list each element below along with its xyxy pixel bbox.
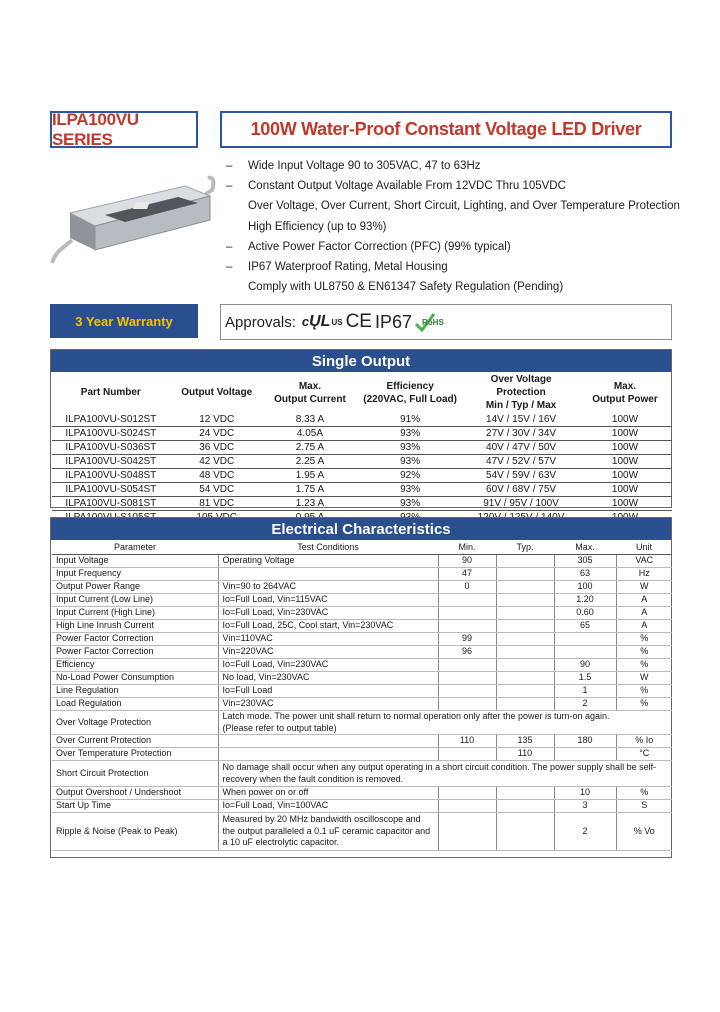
table-cell: 36 VDC [170, 441, 264, 455]
col-max: Max. [554, 540, 616, 555]
electrical-title: Electrical Characteristics [51, 518, 671, 540]
table-cell: 100W [578, 469, 672, 483]
table-row: Power Factor Correction Vin=220VAC 96 % [52, 646, 672, 659]
table-row: Input Voltage Operating Voltage 90 305 VAC [52, 555, 672, 568]
table-row [52, 413, 672, 427]
table-header-row [52, 372, 672, 413]
feature-item: Comply with UL8750 & EN61347 Safety Regulation (Pending) [248, 281, 564, 294]
table-cell: 1.23 A [264, 497, 356, 511]
feature-item: High Efficiency (up to 93%) [248, 220, 387, 233]
col-output-voltage: Output Voltage [181, 387, 253, 398]
col-test-conditions: Test Conditions [218, 540, 438, 555]
table-cell: 4.05A [264, 427, 356, 441]
table-row: Ripple & Noise (Peak to Peak) Measured by 20 MHz bandwidth oscilloscope and the output paralleled a 0.1 uF ceramic capacitor and a 10 uF electrolytic capacitor. 2 % Vo [52, 813, 672, 851]
approvals-box [220, 304, 672, 340]
col-output-current: Max. Output Current [274, 380, 346, 405]
feature-item: – IP67 Waterproof Rating, Metal Housing [226, 261, 448, 274]
table-row: High Line Inrush Current Io=Full Load, 25C, Cool start, Vin=230VAC 65 A [52, 620, 672, 633]
col-efficiency: Efficiency (220VAC, Full Load) [363, 380, 457, 405]
table-cell: 93% [356, 441, 464, 455]
table-row: Input Frequency 47 63 Hz [52, 568, 672, 581]
col-output-power: Max. Output Power [592, 380, 658, 405]
table-cell: 91V / 95V / 100V [464, 497, 578, 511]
table-cell: 81 VDC [170, 497, 264, 511]
series-label: ILPA100VU SERIES [50, 111, 198, 148]
table-cell: 2.25 A [264, 455, 356, 469]
ce-mark-icon: CE [345, 311, 372, 332]
col-ovp: Over Voltage Protection Min / Typ / Max [485, 374, 557, 411]
table-cell: ILPA100VU-S054ST [52, 483, 170, 497]
table-cell: 48 VDC [170, 469, 264, 483]
warranty-badge: 3 Year Warranty [50, 304, 198, 338]
table-cell: 54 VDC [170, 483, 264, 497]
table-row: Efficiency Io=Full Load, Vin=230VAC 90 % [52, 659, 672, 672]
table-cell: 92% [356, 469, 464, 483]
table-row [52, 455, 672, 469]
table-cell: ILPA100VU-S042ST [52, 455, 170, 469]
us-label: US [331, 317, 343, 327]
electrical-table [52, 540, 672, 851]
table-row: Over Current Protection 110 135 180 % Io [52, 735, 672, 748]
table-cell: 14V / 15V / 16V [464, 413, 578, 427]
table-cell: 24 VDC [170, 427, 264, 441]
table-cell: 27V / 30V / 34V [464, 427, 578, 441]
single-output-table [52, 372, 672, 525]
approvals-label: Approvals: [225, 313, 296, 331]
table-cell: 100W [578, 427, 672, 441]
table-cell: ILPA100VU-S048ST [52, 469, 170, 483]
table-row [52, 469, 672, 483]
table-cell: 100W [578, 441, 672, 455]
table-row: Output Power Range Vin=90 to 264VAC 0 100 W [52, 581, 672, 594]
table-cell: 42 VDC [170, 455, 264, 469]
table-cell: 93% [356, 483, 464, 497]
feature-item: – Active Power Factor Correction (PFC) (99% typical) [226, 240, 511, 253]
feature-item: – Constant Output Voltage Available From 12VDC Thru 105VDC [226, 180, 566, 193]
table-cell: ILPA100VU-S036ST [52, 441, 170, 455]
table-row [52, 427, 672, 441]
table-cell: 100W [578, 497, 672, 511]
table-row: Output Overshoot / Undershoot When power on or off 10 % [52, 787, 672, 800]
table-cell: ILPA100VU-S081ST [52, 497, 170, 511]
table-cell: 47V / 52V / 57V [464, 455, 578, 469]
table-cell: 91% [356, 413, 464, 427]
table-header-row [52, 540, 672, 555]
table-cell: 2.75 A [264, 441, 356, 455]
table-row: Input Current (High Line) Io=Full Load, Vin=230VAC 0.60 A [52, 607, 672, 620]
single-output-title: Single Output [51, 350, 671, 372]
rohs-icon: RoHS [414, 312, 448, 332]
feature-list [226, 156, 680, 297]
table-row: Input Current (Low Line) Io=Full Load, Vin=115VAC 1.20 A [52, 594, 672, 607]
table-cell: 93% [356, 427, 464, 441]
table-cell: 93% [356, 497, 464, 511]
table-row: Short Circuit Protection No damage shall occur when any output operating in a short circuit condition. The power supply shall be self-recovery when the fault condition is removed. [52, 761, 672, 787]
page-title: 100W Water-Proof Constant Voltage LED Driver [220, 111, 672, 148]
table-cell: 93% [356, 455, 464, 469]
table-cell: 60V / 68V / 75V [464, 483, 578, 497]
table-cell: ILPA100VU-S024ST [52, 427, 170, 441]
col-typ: Typ. [496, 540, 554, 555]
table-row: No-Load Power Consumption No load, Vin=230VAC 1.5 W [52, 672, 672, 685]
table-row: Line Regulation Io=Full Load 1 % [52, 685, 672, 698]
table-cell: 8.33 A [264, 413, 356, 427]
table-cell: 12 VDC [170, 413, 264, 427]
table-cell: 100W [578, 413, 672, 427]
feature-item: – Wide Input Voltage 90 to 305VAC, 47 to 63Hz [226, 160, 481, 172]
table-row: Over Voltage Protection Latch mode. The power unit shall return to normal operation only after the power is turn-on again. (Please refer to output table) [52, 711, 672, 735]
table-cell: 54V / 59V / 63V [464, 469, 578, 483]
table-row [52, 497, 672, 511]
col-part-number: Part Number [80, 387, 141, 398]
col-unit: Unit [616, 540, 672, 555]
ip-rating: IP67 [374, 311, 412, 332]
table-cell: 1.75 A [264, 483, 356, 497]
feature-item: Over Voltage, Over Current, Short Circuit, Lighting, and Over Temperature Protection [248, 200, 680, 213]
table-row: Over Temperature Protection 110 °C [52, 748, 672, 761]
table-row: Start Up Time Io=Full Load, Vin=100VAC 3 S [52, 800, 672, 813]
table-cell: ILPA100VU-S012ST [52, 413, 170, 427]
ul-mark-icon: cŲL [301, 313, 331, 330]
table-cell: 1.95 A [264, 469, 356, 483]
table-cell: 40V / 47V / 50V [464, 441, 578, 455]
table-cell: 100W [578, 483, 672, 497]
table-row [52, 483, 672, 497]
col-min: Min. [438, 540, 496, 555]
product-image [50, 168, 220, 278]
table-row [52, 441, 672, 455]
table-row: Power Factor Correction Vin=110VAC 99 % [52, 633, 672, 646]
table-cell: 100W [578, 455, 672, 469]
col-parameter: Parameter [52, 540, 218, 555]
table-row: Load Regulation Vin=230VAC 2 % [52, 698, 672, 711]
